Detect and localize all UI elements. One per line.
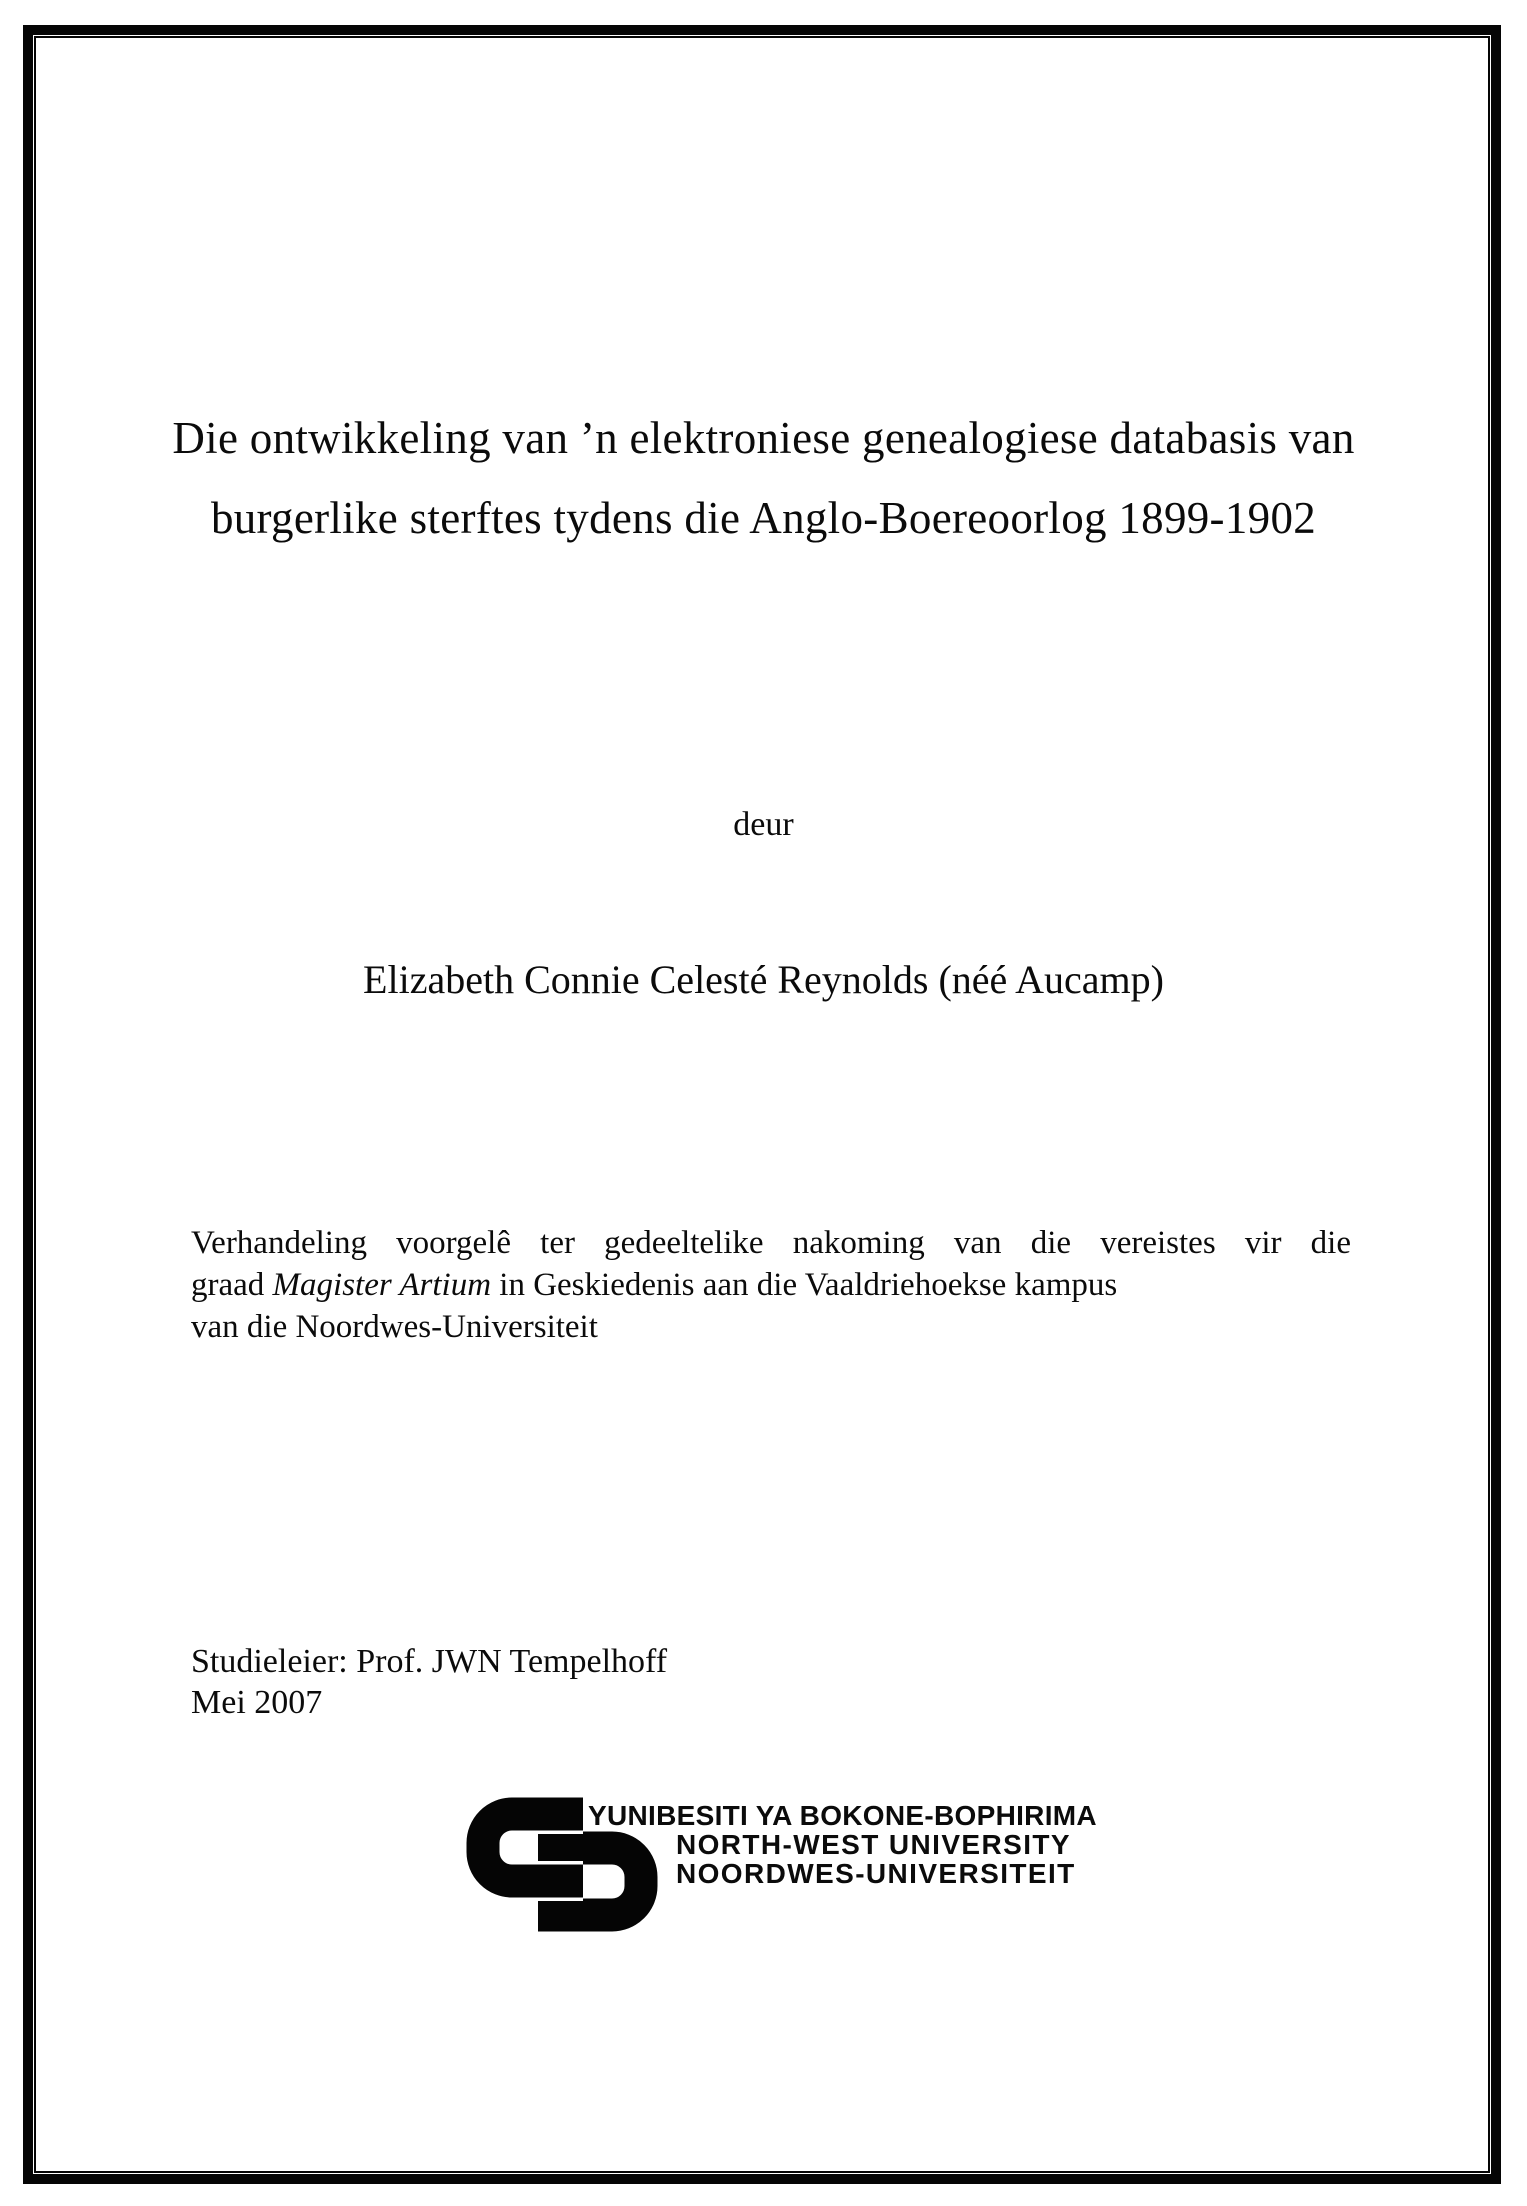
logo-text-line-setswana: YUNIBESITI YA BOKONE-BOPHIRIMA bbox=[588, 1800, 1097, 1831]
supervisor-block bbox=[191, 1641, 667, 1723]
logo-text-line-english: NORTH-WEST UNIVERSITY bbox=[676, 1829, 1071, 1860]
degree-statement-line-3: van die Noordwes-Universiteit bbox=[191, 1309, 598, 1345]
logo-text-line-afrikaans: NOORDWES-UNIVERSITEIT bbox=[676, 1858, 1076, 1889]
author-name: Elizabeth Connie Celesté Reynolds (néé Aucamp) bbox=[363, 957, 1164, 1002]
degree-name: Magister Artium bbox=[272, 1267, 492, 1303]
thesis-title bbox=[110, 398, 1417, 558]
thesis-title-line-1: Die ontwikkeling van ’n elektroniese genealogiese databasis van bbox=[172, 413, 1355, 463]
degree-statement-line-1: Verhandeling voorgelê ter gedeeltelike nakoming van die vereistes vir die bbox=[191, 1225, 1351, 1261]
degree-statement-line-2-suffix: in Geskiedenis aan die Vaaldriehoekse kampus bbox=[491, 1267, 1118, 1303]
degree-statement-line-2-prefix: graad bbox=[191, 1267, 273, 1303]
thesis-title-line-2: burgerlike sterftes tydens die Anglo-Boereoorlog 1899-1902 bbox=[210, 493, 1317, 543]
degree-statement-line-2 bbox=[191, 1264, 1351, 1306]
university-logo-text bbox=[588, 1801, 1097, 1888]
byline-label: deur bbox=[733, 806, 794, 843]
date-line: Mei 2007 bbox=[191, 1684, 323, 1721]
supervisor-line: Studieleier: Prof. JWN Tempelhoff bbox=[191, 1643, 668, 1680]
degree-statement bbox=[191, 1222, 1351, 1348]
